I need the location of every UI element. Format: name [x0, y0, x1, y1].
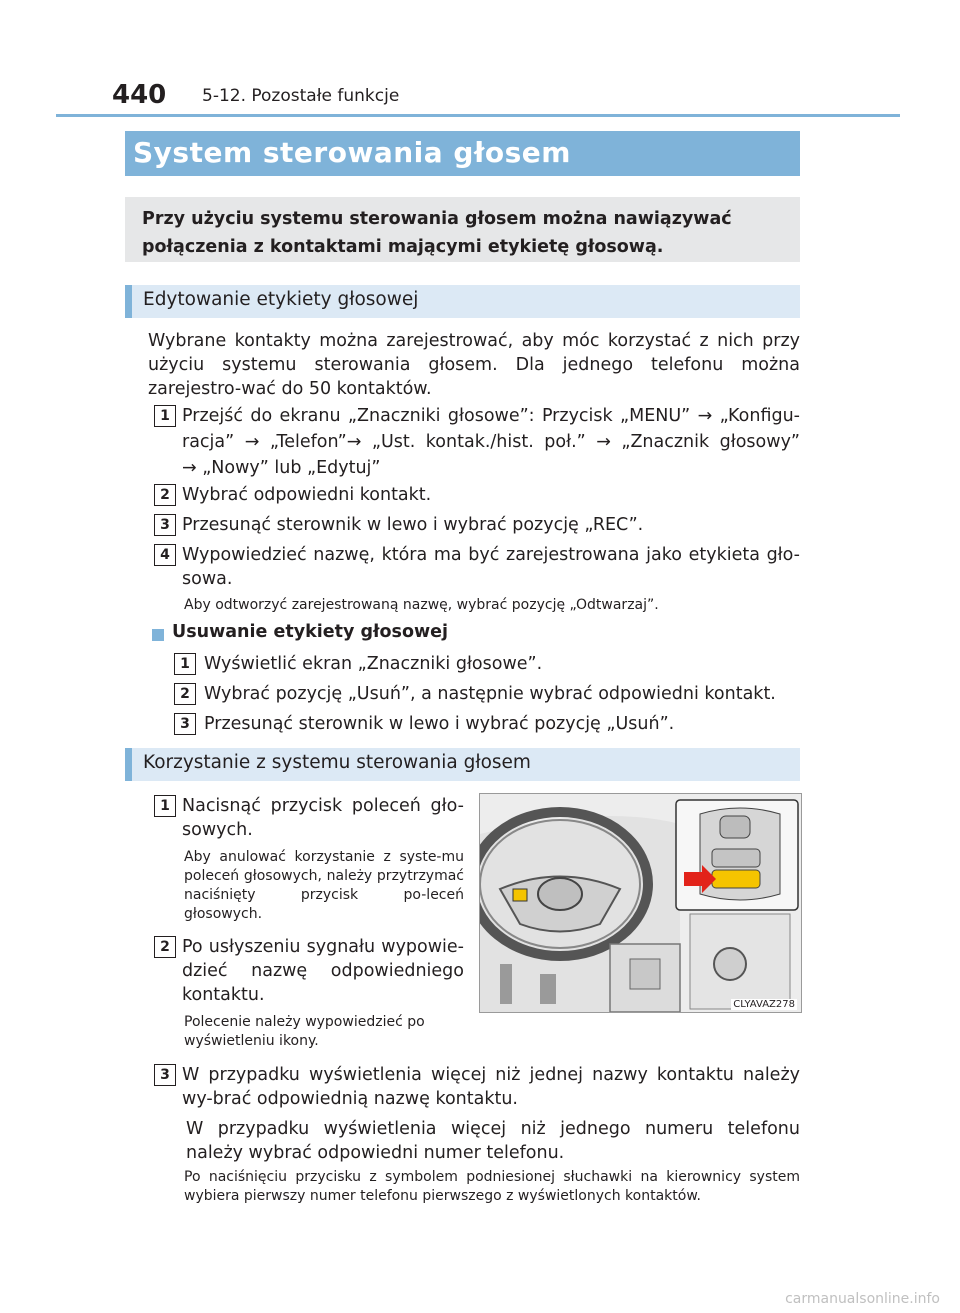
page-title: System sterowania głosem [133, 136, 571, 169]
delete-heading: Usuwanie etykiety głosowej [172, 622, 449, 642]
step-1-line-2: racja” → „Telefon”→ „Ust. kontak./hist. poł.” → „Znacznik głosowy” [182, 432, 800, 452]
use-step-2-note: Polecenie należy wypowiedzieć po wyświetleniu ikony. [184, 1014, 425, 1049]
multiple-numbers-paragraph: W przypadku wyświetlenia więcej niż jednego numeru telefonu należy wybrać odpowiedni numer telefonu. [186, 1119, 800, 1163]
delete-step-2-text: Wybrać pozycję „Usuń”, a następnie wybrać odpowiedni kontakt. [204, 684, 776, 704]
subheading-accent [125, 748, 132, 781]
subheading-editing: Edytowanie etykiety głosowej [143, 289, 419, 310]
step-1-line-1: Przejść do ekranu „Znaczniki głosowe”: Przycisk „MENU” → „Konfigu- [182, 406, 800, 426]
step-3-text: Przesunąć sterownik w lewo i wybrać pozycję „REC”. [182, 515, 644, 535]
step-badge-2: 2 [154, 484, 176, 506]
step-badge-1: 1 [154, 405, 176, 427]
replay-note: Aby odtworzyć zarejestrowaną nazwę, wybrać pozycję „Odtwarzaj”. [184, 597, 659, 613]
step-badge-4: 4 [154, 544, 176, 566]
delete-step-3-text: Przesunąć sterownik w lewo i wybrać pozycję „Usuń”. [204, 714, 675, 734]
use-step-2-text: Po usłyszeniu sygnału wypowie-dzieć nazwę odpowiedniego kontaktu. [182, 937, 464, 1005]
subheading-bar-using [125, 748, 800, 781]
step-badge-3: 3 [154, 514, 176, 536]
intro-text: Przy użyciu systemu sterowania głosem można nawiązywać połączenia z kontaktami mającymi etykietę głosową. [142, 209, 732, 257]
use-step-badge-2: 2 [154, 936, 176, 958]
steering-wheel-figure [479, 793, 802, 1013]
handset-note: Po naciśnięciu przycisku z symbolem podniesionej słuchawki na kierownicy system wybiera pierwszy numer telefonu pierwszego z wyświetlonych kontaktów. [184, 1169, 800, 1204]
watermark: carmanualsonline.info [785, 1291, 940, 1307]
delete-step-badge-2: 2 [174, 683, 196, 705]
use-step-3-text: W przypadku wyświetlenia więcej niż jednej nazwy kontaktu należy wy-brać odpowiednią nazwę kontaktu. [182, 1065, 800, 1109]
use-step-badge-1: 1 [154, 795, 176, 817]
figure-code: CLYAVAZ278 [733, 999, 795, 1010]
running-header: 5-12. Pozostałe funkcje [202, 86, 400, 106]
step-1-line-3: → „Nowy” lub „Edytuj” [182, 458, 381, 478]
delete-step-badge-1: 1 [174, 653, 196, 675]
use-step-1-note: Aby anulować korzystanie z syste-mu poleceń głosowych, należy przytrzymać naciśnięty przycisk po-leceń głosowych. [184, 849, 464, 922]
step-2-text: Wybrać odpowiedni kontakt. [182, 485, 432, 505]
subheading-accent [125, 285, 132, 318]
use-step-badge-3: 3 [154, 1064, 176, 1086]
header-rule [56, 114, 900, 117]
delete-step-badge-3: 3 [174, 713, 196, 735]
step-4-text: Wypowiedzieć nazwę, która ma być zarejestrowana jako etykieta gło-sowa. [182, 545, 800, 589]
editing-paragraph: Wybrane kontakty można zarejestrować, aby móc korzystać z nich przy użyciu systemu sterowania głosem. Dla jednego telefonu można zarejestro-wać do 50 kontaktów. [148, 331, 800, 399]
page-number: 440 [112, 80, 167, 110]
use-step-1-text: Nacisnąć przycisk poleceń gło-sowych. [182, 796, 464, 840]
subheading-using: Korzystanie z systemu sterowania głosem [143, 752, 531, 773]
steering-wheel-illustration [480, 794, 801, 1012]
subheading-bar-editing [125, 285, 800, 318]
bullet-square-icon [152, 629, 164, 641]
delete-step-1-text: Wyświetlić ekran „Znaczniki głosowe”. [204, 654, 543, 674]
